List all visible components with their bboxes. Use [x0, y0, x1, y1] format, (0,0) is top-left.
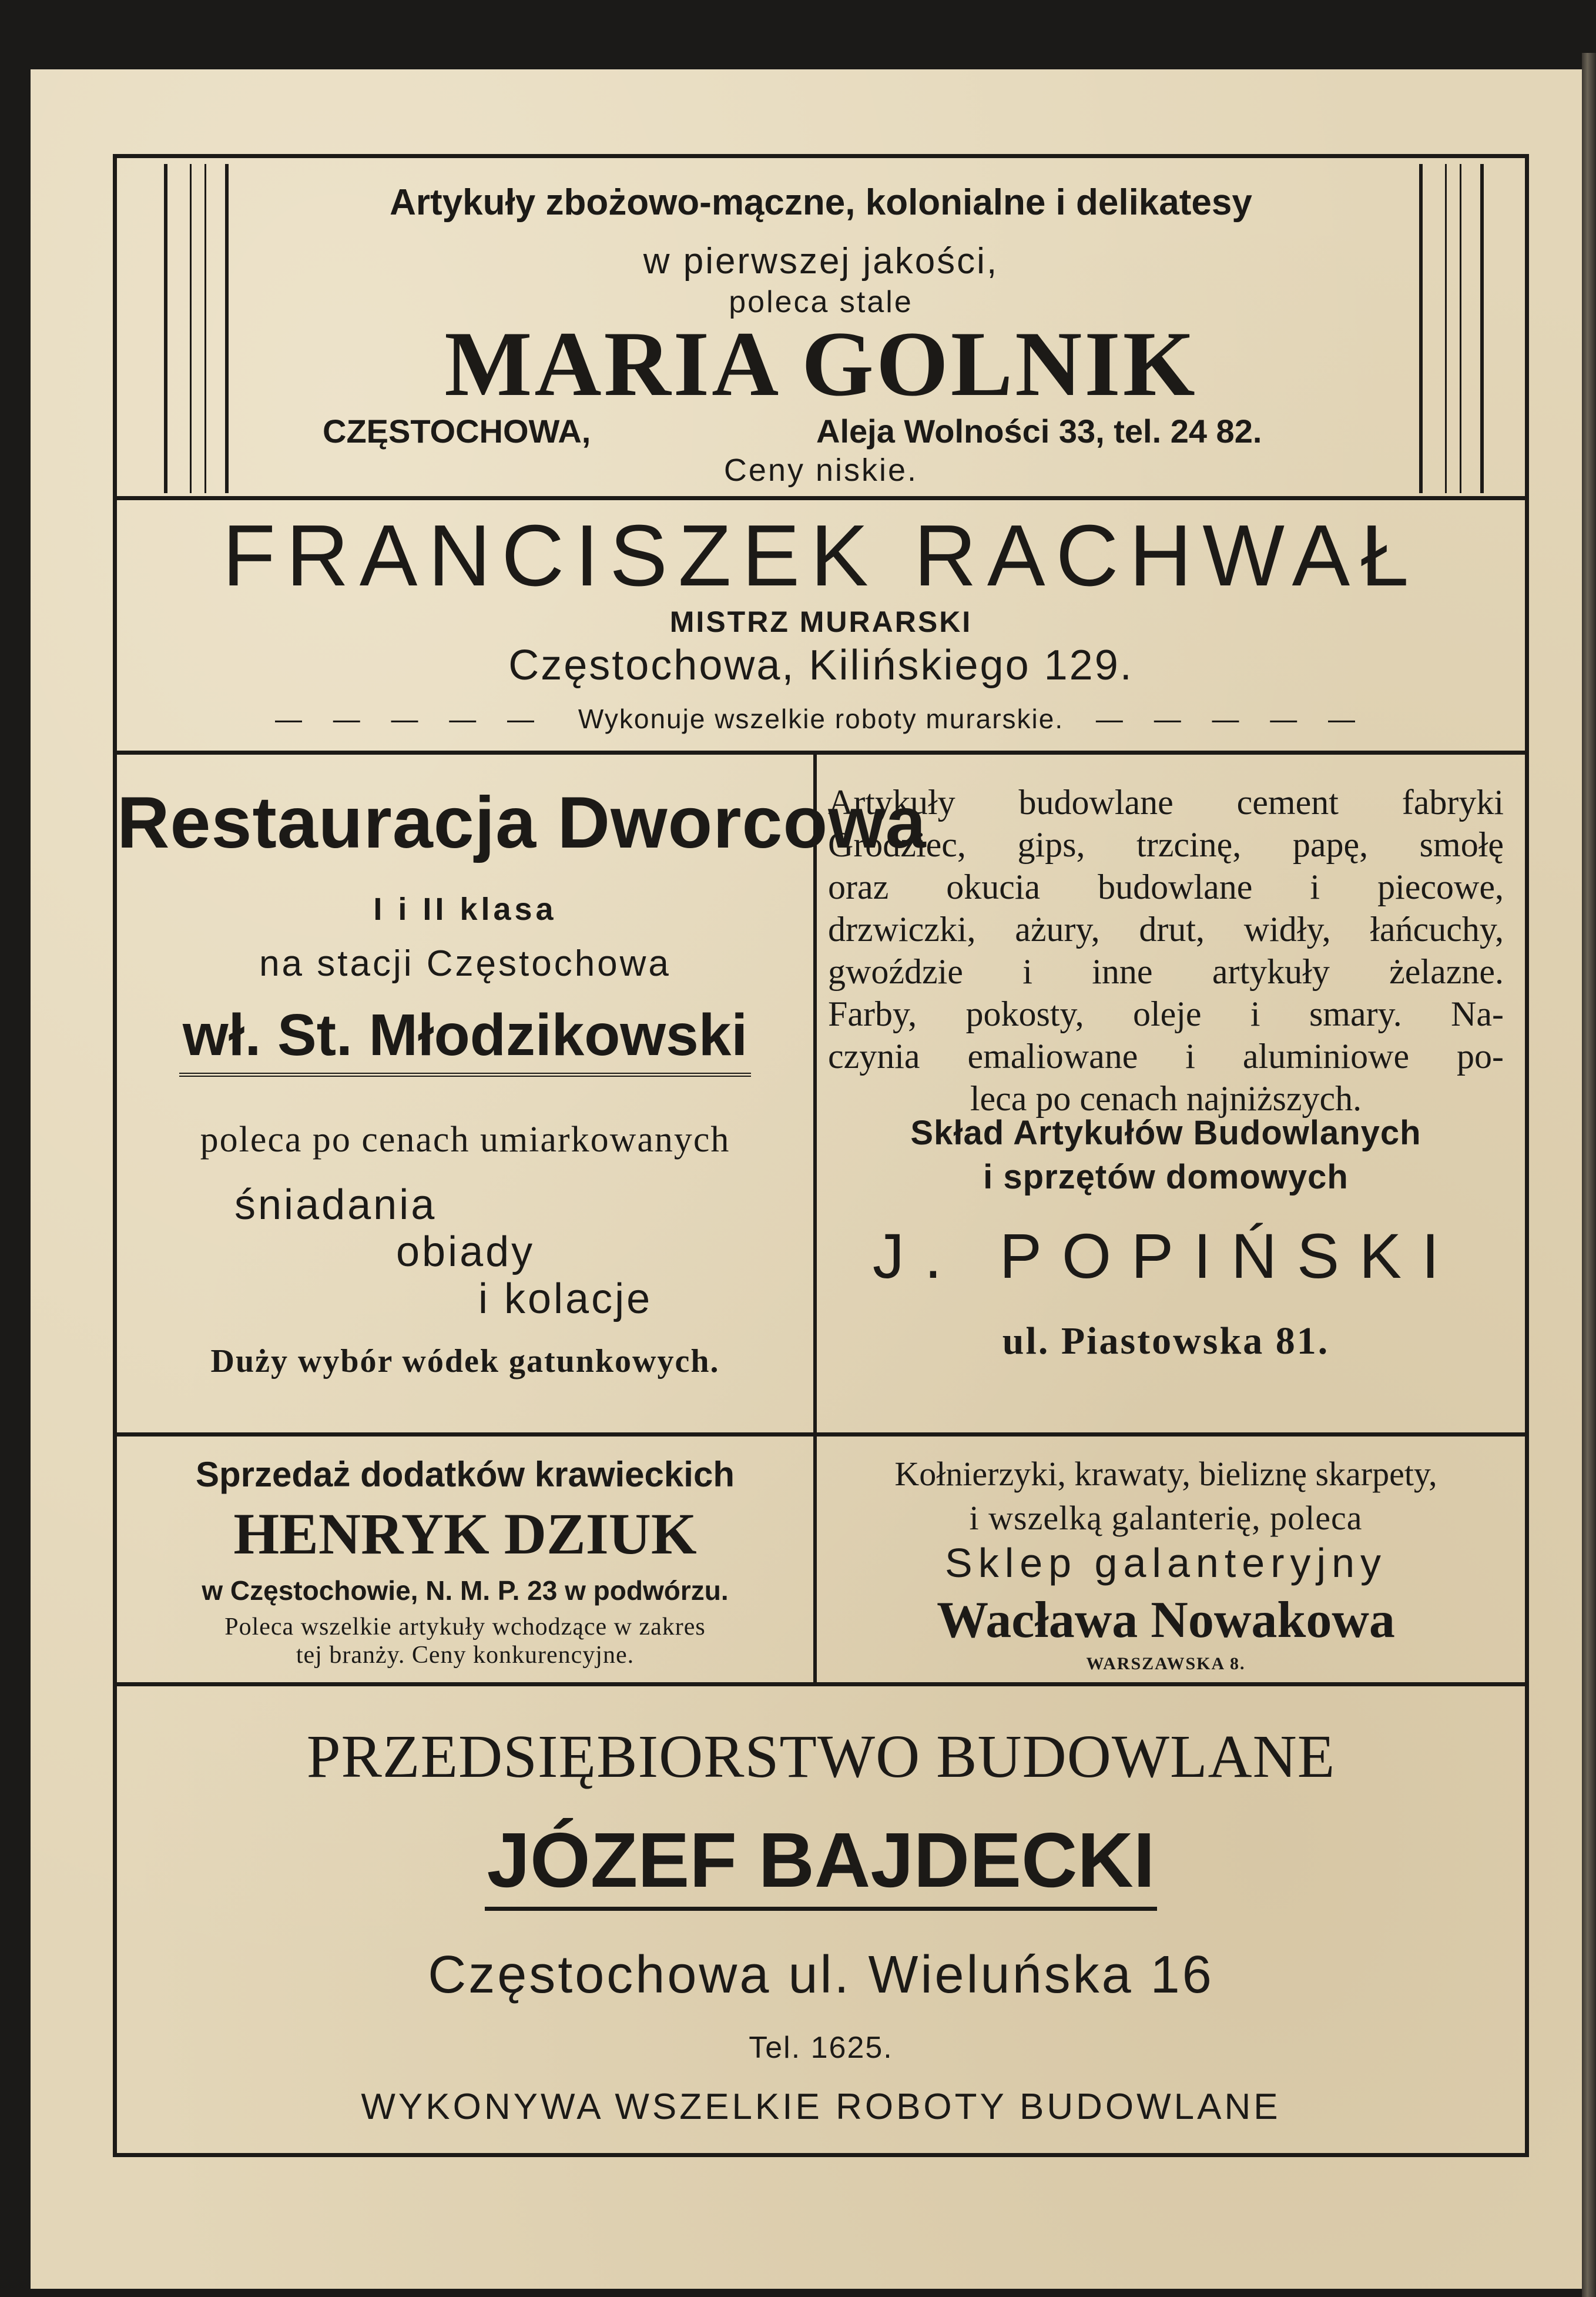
- ad3-meal1: śniadania: [234, 1181, 437, 1228]
- ad3-vodka: Duży wybór wódek gatunkowych.: [210, 1343, 720, 1379]
- ad3-owner: wł. St. Młodzikowski: [179, 1002, 751, 1077]
- ad4-line: oraz okucia budowlane i piecowe,: [828, 868, 1504, 906]
- ad4-shop2: i sprzętów domowych: [983, 1158, 1349, 1196]
- ad4-line: leca po cenach najniższych.: [970, 1079, 1362, 1118]
- ad4-line: Artykuły budowlane cement fabryki: [828, 783, 1504, 822]
- ad-restauracja-dworcowa: [117, 755, 927, 1432]
- ad4-address: ul. Piastowska 81.: [1002, 1320, 1330, 1362]
- ad3-meal2: obiady: [396, 1228, 535, 1275]
- ad3-owner-wrap: [117, 1002, 813, 1069]
- ad7-address: Częstochowa ul. Wieluńska 16: [428, 1946, 1214, 2004]
- ad2-title: MISTRZ MURARSKI: [669, 605, 973, 638]
- ad-j-popinski: [828, 755, 1524, 1432]
- ad7-services: WYKONYWA WSZELKIE ROBOTY BUDOWLANE: [361, 2087, 1281, 2127]
- ad-franciszek-rachwal: [117, 500, 1525, 755]
- ad1-prices: Ceny niskie.: [723, 453, 918, 488]
- ad6-address: WARSZAWSKA 8.: [1086, 1654, 1246, 1673]
- ad4-line: czynia emaliowane i aluminiowe po-: [828, 1037, 1504, 1076]
- ad5-address: w Częstochowie, N. M. P. 23 w podwórzu.: [202, 1575, 729, 1606]
- ad1-line1: Artykuły zbożowo-mączne, kolonialne i delikatesy: [390, 182, 1252, 223]
- ad3-offer: poleca po cenach umiarkowanych: [200, 1120, 730, 1160]
- ad1-city: CZĘSTOCHOWA,: [323, 413, 591, 450]
- ad1-line3: poleca stale: [729, 285, 913, 319]
- ad1-line2: w pierwszej jakości,: [643, 241, 999, 282]
- ad5-desc1: Poleca wszelkie artykuły wchodzące w zakres: [224, 1613, 706, 1640]
- ad4-line: drzwiczki, ażury, drut, widły, łańcuchy,: [828, 910, 1504, 949]
- ad3-class: I i II klasa: [373, 892, 557, 927]
- ad5-desc2: tej branży. Ceny konkurencyjne.: [296, 1642, 635, 1669]
- ads-row-lower: [117, 1437, 1525, 1686]
- ad4-line: Grodziec, gips, trzcinę, papę, smołę: [828, 825, 1504, 864]
- column-divider: [813, 1437, 817, 1682]
- ad7-name-wrap: [117, 1816, 1525, 1904]
- ad7-line1: PRZEDSIĘBIORSTWO BUDOWLANE: [306, 1723, 1336, 1790]
- ad1-address: Aleja Wolności 33, tel. 24 82.: [816, 413, 1262, 450]
- ad4-text: [828, 781, 1504, 1120]
- ad4-shop1: Skład Artykułów Budowlanych: [910, 1114, 1421, 1152]
- ad6-line1: Kołnierzyki, krawaty, bieliznę skarpety,: [894, 1455, 1437, 1493]
- ad-maria-golnik: [117, 158, 1525, 500]
- ad2-services-row: — — — — — Wykonuje wszelkie roboty murarskie. — — — — —: [274, 704, 1367, 734]
- ad4-line: gwoździe i inne artykuły żelazne.: [828, 952, 1504, 991]
- ad7-name: JÓZEF BAJDECKI: [485, 1817, 1158, 1911]
- ad4-line: Farby, pokosty, oleje i smary. Na-: [828, 995, 1504, 1033]
- ad4-name: J. POPIŃSKI: [872, 1220, 1460, 1291]
- ad6-line2: i wszelką galanterię, poleca: [969, 1499, 1363, 1537]
- ads-row-middle: [117, 755, 1525, 1437]
- ad2-name: FRANCISZEK RACHWAŁ: [222, 507, 1420, 604]
- ad3-name: Restauracja Dworcowa: [117, 782, 927, 863]
- ad2-services: Wykonuje wszelkie roboty murarskie.: [578, 704, 1064, 734]
- ad6-shop: Sklep galanteryjny: [945, 1540, 1387, 1586]
- page-edge: [1582, 53, 1596, 2297]
- ad2-address: Częstochowa, Kilińskiego 129.: [508, 642, 1134, 689]
- ad-waclawa-nowakowa: [828, 1437, 1524, 1682]
- ad-jozef-bajdecki: [117, 1686, 1525, 2161]
- ad5-line1: Sprzedaż dodatków krawieckich: [196, 1455, 735, 1494]
- ad-henryk-dziuk: [117, 1437, 813, 1682]
- ad3-meal3: i kolacje: [478, 1275, 653, 1322]
- ad5-name: HENRYK DZIUK: [233, 1501, 697, 1566]
- ad7-tel: Tel. 1625.: [749, 2031, 893, 2065]
- ad1-name: MARIA GOLNIK: [444, 313, 1198, 416]
- advertisement-page: [113, 154, 1529, 2157]
- ad6-name: Wacława Nowakowa: [937, 1592, 1395, 1649]
- ad3-station: na stacji Częstochowa: [259, 943, 671, 984]
